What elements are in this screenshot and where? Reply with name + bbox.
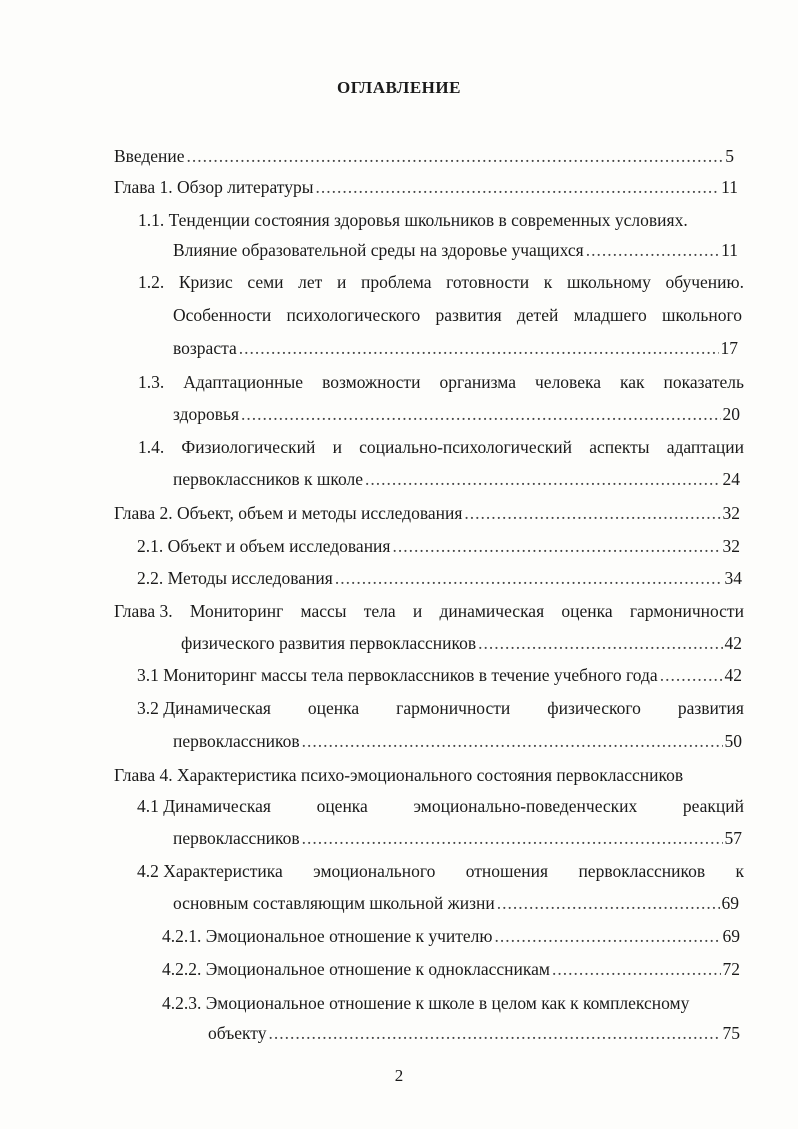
word: как (619, 372, 645, 392)
toc-entry-text: возраста (173, 338, 237, 358)
word: эмоционального (313, 861, 436, 881)
word: школьного (662, 305, 742, 325)
leader-dots (660, 665, 723, 686)
leader-dots (187, 146, 724, 167)
toc-entry-text: основным составляющим школьной жизни (173, 893, 495, 913)
toc-entry-4-2-line2 (173, 893, 739, 914)
leader-dots (239, 338, 719, 359)
word: показатель (663, 372, 744, 392)
toc-entry-text: Введение (114, 146, 185, 166)
word: Характеристика (163, 861, 283, 881)
word: отношения (465, 861, 549, 881)
toc-page-number: 20 (722, 404, 740, 424)
number-with-first-word (137, 796, 271, 817)
toc-entry-3-2-line2 (173, 731, 742, 752)
word: оценка (561, 601, 613, 621)
toc-entry-chapter-4 (114, 763, 683, 787)
toc-entry-4-2-2 (162, 959, 740, 980)
toc-page-number: 75 (722, 1023, 740, 1043)
word: возможности (322, 372, 421, 392)
toc-entry-1-2-line3 (173, 338, 738, 359)
toc-entry-1-2-line1 (138, 272, 744, 293)
word: и (332, 437, 342, 457)
word: школьному (566, 272, 651, 292)
toc-entry-text: 2.1. Объект и объем исследования (137, 536, 391, 556)
word: лет (298, 272, 323, 292)
word: Глава 3. (114, 601, 173, 621)
toc-page-number: 57 (724, 828, 742, 848)
toc-entry-1-1-line2 (173, 240, 738, 261)
toc-page-number: 34 (724, 568, 742, 588)
toc-entry-text: Глава 2. Объект, объем и методы исследования (114, 503, 463, 523)
toc-entry-text: Глава 1. Обзор литературы (114, 177, 314, 197)
toc-entry-text: первоклассников (173, 828, 300, 848)
toc-entry-1-4-line1 (138, 437, 744, 458)
toc-page-number: 11 (721, 177, 738, 197)
leader-dots (241, 404, 720, 425)
leader-dots (552, 959, 721, 980)
toc-page-number: 5 (725, 146, 734, 166)
toc-entry-text: физического развития первоклассников (181, 633, 477, 653)
number-with-first-word (137, 861, 283, 882)
toc-entry-intro (114, 146, 734, 167)
word: гармоничности (629, 601, 744, 621)
toc-page-number: 42 (724, 633, 742, 653)
leader-dots (315, 177, 719, 198)
toc-entry-4-1-line1 (137, 796, 744, 817)
word: Динамическая (163, 796, 271, 816)
toc-entry-chapter-1 (114, 177, 738, 198)
toc-entry-3-2-line1 (137, 698, 744, 719)
word: человека (535, 372, 601, 392)
leader-dots (302, 731, 723, 752)
toc-entry-text: Тенденции состояния здоровья школьников в современных условиях. (168, 210, 688, 230)
word: оценка (316, 796, 368, 816)
leader-dots (392, 536, 720, 557)
toc-entry-chapter-3-line2 (181, 633, 742, 654)
section-number: 1.4. (138, 437, 165, 457)
section-number: 4.1 (137, 796, 159, 816)
word: первоклассников (578, 861, 706, 881)
word: и (412, 601, 423, 621)
word: эмоционально-поведенческих (413, 796, 638, 816)
word: физического (547, 698, 641, 718)
word: тела (363, 601, 396, 621)
section-number: 1.2. (138, 272, 165, 292)
toc-page-number: 69 (721, 893, 739, 913)
toc-entry-3-1 (137, 665, 742, 686)
toc-page-number: 17 (720, 338, 738, 358)
toc-entry-2-2 (137, 568, 742, 589)
leader-dots (495, 926, 721, 947)
toc-entry-2-1 (137, 536, 740, 557)
word: проблема (360, 272, 432, 292)
toc-page-number: 42 (724, 665, 742, 685)
toc-entry-4-2-1 (162, 926, 740, 947)
word: массы (300, 601, 347, 621)
toc-page-number: 50 (724, 731, 742, 751)
word: реакций (682, 796, 744, 816)
toc-page-number: 24 (722, 469, 740, 489)
word: психологического (286, 305, 421, 325)
word: к (543, 272, 553, 292)
toc-title: ОГЛАВЛЕНИЕ (337, 78, 461, 97)
toc-entry-text: Глава 4. Характеристика психо-эмоционального состояния первоклассников (114, 765, 684, 785)
section-number: 4.2 (137, 861, 159, 881)
word: гармоничности (396, 698, 511, 718)
toc-entry-4-2-3-line2 (208, 1023, 740, 1044)
word: и (336, 272, 347, 292)
leader-dots (586, 240, 719, 261)
leader-dots (497, 893, 720, 914)
leader-dots (365, 469, 720, 490)
section-number: 1.3. (138, 372, 165, 392)
toc-entry-chapter-3-line1 (114, 601, 744, 622)
word: обучению. (665, 272, 744, 292)
word: детей (516, 305, 559, 325)
toc-entry-4-1-line2 (173, 828, 742, 849)
word: Адаптационные (183, 372, 304, 392)
toc-entry-text: здоровья (173, 404, 240, 424)
word: оценка (307, 698, 360, 718)
word: аспекты (589, 437, 650, 457)
number-with-first-word (137, 698, 271, 719)
word: к (735, 861, 744, 881)
toc-page-number: 32 (722, 536, 740, 556)
toc-entry-text: первоклассников (173, 731, 300, 751)
word: семи (247, 272, 284, 292)
toc-entry-1-2-line2 (173, 305, 742, 326)
leader-dots (464, 503, 720, 524)
toc-entry-1-3-line1 (138, 372, 744, 393)
word: Мониторинг (189, 601, 284, 621)
toc-entry-text: первоклассников к школе (173, 469, 364, 489)
word: развития (435, 305, 502, 325)
toc-page-number: 69 (722, 926, 740, 946)
word: адаптации (666, 437, 744, 457)
word: готовности (446, 272, 530, 292)
toc-page-number: 11 (721, 240, 738, 260)
toc-entry-text: 2.2. Методы исследования (137, 568, 333, 588)
section-number: 4.2.3. (162, 993, 202, 1013)
toc-entry-text: 4.2.2. Эмоциональное отношение к одноклассникам (162, 959, 550, 979)
word: Особенности (173, 305, 272, 325)
word: младшего (573, 305, 647, 325)
toc-entry-4-2-3-line1 (162, 991, 689, 1015)
word: Кризис (178, 272, 233, 292)
page-number: 2 (394, 1066, 404, 1085)
leader-dots (268, 1023, 720, 1044)
leader-dots (302, 828, 723, 849)
toc-entry-4-2-line1 (137, 861, 744, 882)
section-number: 1.1. (138, 210, 165, 230)
toc-entry-1-3-line2 (173, 404, 740, 425)
word: Физиологический (181, 437, 316, 457)
toc-entry-chapter-2 (114, 503, 740, 524)
toc-entry-1-4-line2 (173, 469, 740, 490)
toc-entry-text: 3.1 Мониторинг массы тела первоклассников в течение учебного года (137, 665, 658, 685)
toc-entry-text: Эмоциональное отношение к школе в целом как к комплексному (205, 993, 690, 1013)
word: социально-психологический (359, 437, 573, 457)
leader-dots (335, 568, 723, 589)
section-number: 3.2 (137, 698, 159, 718)
toc-entry-text: 4.2.1. Эмоциональное отношение к учителю (162, 926, 493, 946)
toc-entry-1-1-line1 (138, 208, 688, 232)
word: развития (677, 698, 744, 718)
toc-page-number: 32 (722, 503, 740, 523)
word: динамическая (439, 601, 545, 621)
toc-entry-text: Влияние образовательной среды на здоровье учащихся (173, 240, 584, 260)
toc-entry-text: объекту (208, 1023, 267, 1043)
word: организма (439, 372, 516, 392)
leader-dots (478, 633, 722, 654)
toc-page-number: 72 (722, 959, 740, 979)
word: Динамическая (163, 698, 271, 718)
